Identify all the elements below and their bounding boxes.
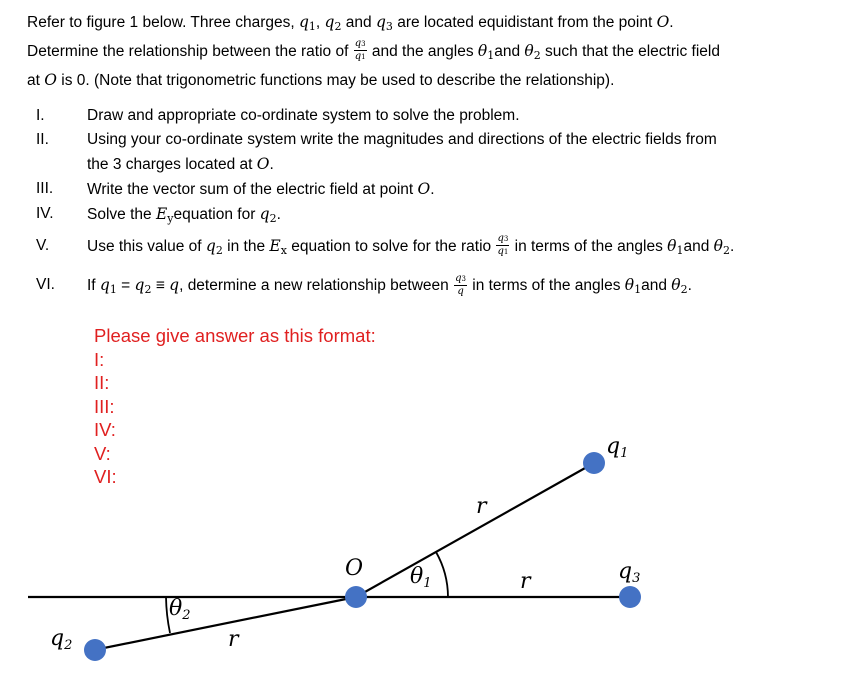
- answer-format-item: II:: [94, 372, 110, 393]
- line-to-q2: [94, 597, 356, 650]
- intro-line-1: Refer to figure 1 below. Three charges, $q_1$, $q_2$ and $q_3$ are located equidistant from the point O.: [27, 13, 674, 33]
- step-6: VI. If $q_1 = q_2 \equiv q$, determine a new relationship between $\frac{q3}{q}$ in terms of the angles $\theta_1and$ $\theta_2$.: [36, 272, 692, 297]
- origin-label: O: [345, 556, 364, 581]
- answer-format-item: III:: [94, 395, 115, 417]
- answer-format-item: IV:: [94, 419, 116, 440]
- step-3: III. Write the vector sum of the electric field at point O.: [36, 180, 435, 198]
- intro-line-2: Determine the relationship between the ratio of $\frac{q3}{q1}$ and the angles $\theta_1and$ $\theta_2$ such that the electric field: [27, 38, 720, 63]
- q3-label: q3: [618, 559, 641, 586]
- intro-line-3: at O is 0. (Note that trigonometric functions may be used to describe the relationship).: [27, 71, 615, 89]
- answer-format-heading: Please give answer as this format:: [94, 325, 376, 346]
- step-5: V. Use this value of $q_2$ in the $E_x$ equation to solve for the ratio $\frac{q3}{q1}$ in terms of the angles $\theta_1and$ $\theta_2$.: [36, 233, 735, 258]
- line-to-q1: [356, 463, 594, 597]
- q2-label: q2: [50, 626, 73, 653]
- step-1: I. Draw and appropriate co-ordinate system to solve the problem.: [36, 107, 520, 124]
- answer-format-item: I:: [94, 348, 105, 370]
- charge-q1: [583, 452, 605, 474]
- step-4: IV. Solve the $E_yequation$ for $q_2$.: [36, 205, 281, 225]
- answer-format-item: V:: [94, 442, 111, 464]
- r-label-q2: r: [228, 627, 239, 652]
- r-label-q1: r: [476, 494, 487, 519]
- origin-point: [345, 586, 367, 608]
- r-label-q3: r: [520, 569, 531, 594]
- charge-q2: [84, 639, 106, 661]
- theta1-arc: [436, 552, 448, 597]
- charge-q3: [619, 586, 641, 608]
- theta2-label: θ2: [169, 596, 191, 623]
- theta1-label: θ1: [410, 564, 432, 591]
- q1-label: q1: [606, 434, 629, 461]
- answer-format-item: VI:: [94, 466, 117, 487]
- step-2: II. Using your co-ordinate system write the magnitudes and directions of the electric fields from the 3 charges located at O.: [36, 131, 717, 173]
